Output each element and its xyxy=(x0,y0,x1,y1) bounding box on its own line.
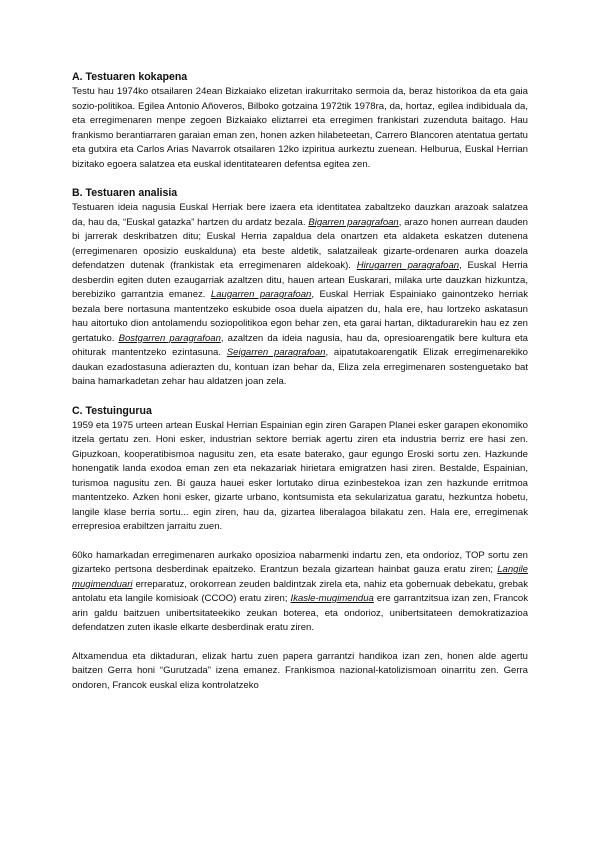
paragraph-reference: Hirugarren paragrafoan xyxy=(356,260,460,271)
text-run: erreparatuz, orokorrean zeuden baldintzak zirela eta, nahiz eta gobernuak debekatu, grebak antolatu eta langile komisioak (CCOO) eratu ziren; xyxy=(72,578,528,604)
section-location xyxy=(72,70,528,172)
paragraph-reference: Ikasle-mugimendua xyxy=(290,593,374,604)
text-run: Testuaren ideia nagusia Euskal Herriak bere izaera eta identitatea zabaltzeko dauzkan arazoak salatzea da, hau da, “Euskal gatazka” hartzen du ardatz bezala. xyxy=(72,202,528,228)
paragraph xyxy=(72,201,528,390)
text-run: , aipatutakoarengatik Elizak erregimenarekiko daukan ezadostasuna adierazten du, kontuan izan behar da, Eliza zela erregimenaren sostenguetako bat baina hamarkadetan zehar hau aldatzen joan zela. xyxy=(72,347,528,387)
section-title: C. Testuingurua xyxy=(72,404,152,417)
paragraph-reference: Seigarren paragrafoan xyxy=(226,347,326,358)
text-run: Testu hau 1974ko otsailaren 24ean Bizkaiako elizetan irakurritako sermoia da, beraz historikoa da eta gaia sozio-politikoa. Egilea Antonio Añoveros, Bilboko gotzaina 1972tik 1978ra, da, hortaz, egilea indibiduala da, eta erregimenaren menpe zegoen Bizkaiako eliztarrei eta erregimen frankistari zuzenduta baitago. Hau frankismo berantiarraren garaian eman zen, honen azken hilabeteetan, Carrero Blancoren atentatua gertatu eta gutxira eta Carlos Arias Navarrok otsailaren 12ko izpiritua aurkeztu zuenean. Helburua, Euskal Herrian bizitako egoera salatzea eta euskal identitatearen defentsa egitea zen. xyxy=(72,86,528,170)
paragraph-reference: Langile mugimenduari xyxy=(72,564,528,590)
section-title: B. Testuaren analisia xyxy=(72,187,178,199)
paragraph-reference: Bostgarren paragrafoan xyxy=(118,332,221,344)
paragraph xyxy=(72,85,528,172)
paragraph-reference: Laugarren paragrafoan xyxy=(210,289,312,300)
section-context xyxy=(72,404,528,694)
text-run: , Euskal Herria desberdin egiten duten ezaugarriak azaltzen ditu, hauen artean Euskarari, milaka urte dauzkan hizkuntza, berebiziko garrantzia emanez. xyxy=(72,260,528,300)
paragraph xyxy=(72,419,528,535)
paragraph xyxy=(72,549,528,636)
text-run: Altxamendua eta diktaduran, elizak hartu zuen papera garrantzi handikoa izan zen, honen alde agertu baitzen Gerra honi “Gurutzada” izena emanez. Frankismoa nazional-katolizismoan oinarritu zen. Gerra ondoren, Francok euskal eliza kontrolatzeko xyxy=(72,650,528,691)
section-title: A. Testuaren kokapena xyxy=(72,71,188,83)
text-run: , arazo honen aurrean dauden bi jarrerak deskribatzen ditu; Euskal Herria zapaldua dela onartzen eta aldaketa eskatzen dutenena (erregimenaren oposizio euskalduna) eta beste aldetik, salatzaileak gizarte-ordenaren aurka doazela defendatzen dutenak (frankistak eta erregimenaren aldekoak). xyxy=(72,216,528,271)
text-run: 1959 eta 1975 urteen artean Euskal Herrian Espainian egin ziren Garapen Planei esker garapen ekonomiko itzela gertatu zen. Honi esker, industrian sektore berriak agertu ziren eta industria berriz ere hasi zen. Gipuzkoan, kooperatibismoa nagusitu zen, eta esate baterako, gaur egungo Eroski sortu zen. Hazkunde honengatik landa exodoa eman zen eta nekazariak hirietara emigratzen hasi ziren. Bestalde, Espainian, turismoa nagusitu zen. Bi gauza hauei esker lortutako dirua ezinbestekoa izan zen hazkunde erritmoa mantentzeko. Azken honi esker, gizarte urbano, kontsumista eta sekularizatua garatu, hezkuntza hobetu, langile klase berria sortu... egin ziren, hau da, gizartea liberalagoa bilakatu zen. Hala ere, erregimenak errepresioa erabiltzen jarraitu zuen. xyxy=(72,419,528,532)
section-analysis xyxy=(72,186,528,390)
text-run: 60ko hamarkadan erregimenaren aurkako oposizioa nabarmenki indartu zen, eta ondorioz, TOP sortu zen gizarteko pertsona desberdinak epaitzeko. Erantzun bezala gizartean hainbat gauza eratu ziren; xyxy=(72,549,528,575)
text-run: , Euskal Herriak Espainiako gainontzeko herriak bezala bere nortasuna mantentzeko eskubide osoa duela aipatzen du, hala ere, hau lortzeko askatasun hau aitortuko dion antolamendu soziopolitikoa egon behar zen, eta garai hartan, diktadurarekin hau ez zen gertatuko. xyxy=(72,289,528,344)
text-run: , azaltzen da ideia nagusia, hau da, opresioarengatik bere kultura eta ohiturak mantentzeko ezintasuna. xyxy=(72,332,528,358)
paragraph xyxy=(72,650,528,694)
paragraph-reference: Bigarren paragrafoan xyxy=(308,216,399,228)
text-run: ere garrantzitsua izan zen, Francok arin galdu baitzuen unibertsitateekiko zeukan boterea, eta ondorioz, unibertsitateen demokratizazioa defendatzen zuten ikasle elkarte desberdinak eratu ziren. xyxy=(72,593,528,633)
